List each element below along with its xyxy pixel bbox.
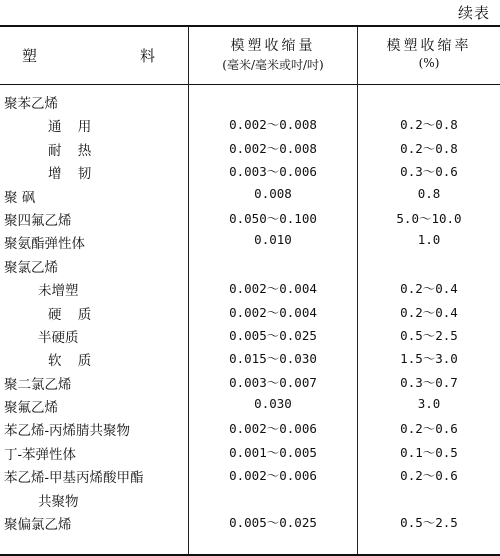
row-shrink-rate: 5.0～10.0 — [396, 210, 462, 226]
row-shrink-rate: 3.0 — [417, 396, 441, 412]
row-shrink-amount: 0.005～0.025 — [229, 327, 317, 343]
row-name: 通 用 — [48, 119, 98, 136]
row-shrink-amount: 0.002～0.004 — [229, 281, 317, 297]
row-shrink-rate: 0.2～0.4 — [400, 304, 458, 320]
row-shrink-amount: 0.030 — [254, 396, 292, 412]
header-shrink-amount-unit: (毫米/毫米或吋/吋) — [222, 58, 324, 72]
table-row — [0, 230, 500, 253]
table-row — [0, 137, 500, 160]
row-shrink-rate: 0.2～0.8 — [400, 140, 458, 156]
row-shrink-amount: 0.008 — [254, 185, 292, 201]
table-row — [0, 207, 500, 230]
table-row — [0, 347, 500, 370]
row-name: 聚四氟乙烯 — [4, 212, 72, 229]
row-name: 丁-苯弹性体 — [4, 446, 77, 463]
row-shrink-amount: 0.002～0.006 — [229, 421, 317, 437]
row-shrink-rate: 0.2～0.8 — [400, 117, 458, 133]
row-name: 聚氯乙烯 — [4, 259, 58, 276]
row-name: 硬 质 — [48, 306, 98, 323]
table-row — [0, 90, 500, 113]
table-row — [0, 441, 500, 464]
row-shrink-amount: 0.050～0.100 — [229, 210, 317, 226]
row-name: 聚氨酯弹性体 — [4, 236, 85, 253]
row-shrink-rate: 1.5～3.0 — [400, 351, 458, 367]
row-shrink-rate: 0.1～0.5 — [400, 444, 458, 460]
row-shrink-amount: 0.002～0.006 — [229, 468, 317, 484]
row-shrink-rate: 0.5～2.5 — [400, 515, 458, 531]
continued-label: 续表 — [457, 4, 490, 22]
row-shrink-amount: 0.015～0.030 — [229, 351, 317, 367]
row-shrink-rate: 0.8 — [417, 185, 441, 201]
table-row — [0, 371, 500, 394]
table-body — [0, 90, 500, 534]
header-shrink-amount — [189, 27, 357, 84]
row-shrink-amount: 0.001～0.005 — [229, 444, 317, 460]
table-row — [0, 417, 500, 440]
row-name: 耐 热 — [48, 142, 98, 159]
table-row — [0, 277, 500, 300]
row-shrink-rate: 0.5～2.5 — [400, 327, 458, 343]
row-shrink-amount: 0.003～0.006 — [229, 164, 317, 180]
row-name: 聚偏氯乙烯 — [4, 517, 72, 534]
row-name: 增 韧 — [48, 166, 98, 183]
row-shrink-rate: 0.3～0.7 — [400, 374, 458, 390]
header-plastic-char-1: 塑 — [22, 47, 38, 65]
row-shrink-amount: 0.003～0.007 — [229, 374, 317, 390]
row-shrink-rate: 0.3～0.6 — [400, 164, 458, 180]
row-shrink-rate: 0.2～0.4 — [400, 281, 458, 297]
header-plastic-char-2: 料 — [140, 47, 156, 65]
table-row — [0, 254, 500, 277]
header-shrink-rate — [358, 27, 500, 84]
table-row — [0, 324, 500, 347]
row-name: 苯乙烯-甲基丙烯酸甲酯 — [4, 470, 144, 487]
header-shrink-rate-title: 模塑收缩率 — [386, 38, 472, 54]
row-name: 聚氟乙烯 — [4, 400, 58, 417]
header-plastic — [0, 27, 188, 84]
row-shrink-amount: 0.002～0.008 — [229, 117, 317, 133]
row-shrink-amount: 0.002～0.008 — [229, 140, 317, 156]
table-row — [0, 464, 500, 487]
row-shrink-rate: 0.2～0.6 — [400, 421, 458, 437]
header-rule — [0, 84, 500, 85]
row-name: 聚苯乙烯 — [4, 96, 58, 112]
row-shrink-amount: 0.005～0.025 — [229, 515, 317, 531]
header-shrink-rate-unit: (%) — [418, 56, 440, 70]
row-shrink-amount: 0.010 — [254, 232, 292, 248]
row-shrink-rate: 0.2～0.6 — [400, 468, 458, 484]
row-name: 聚二氯乙烯 — [4, 376, 72, 393]
table-row — [0, 488, 500, 511]
row-name: 聚 砜 — [4, 189, 36, 206]
row-name: 软 质 — [48, 353, 98, 370]
header-shrink-amount-title: 模塑收缩量 — [230, 38, 316, 54]
row-shrink-rate: 1.0 — [417, 232, 441, 248]
table-row — [0, 511, 500, 534]
table-row — [0, 160, 500, 183]
row-name: 未增塑 — [38, 283, 79, 300]
table-row — [0, 184, 500, 207]
table-row — [0, 301, 500, 324]
row-name: 苯乙烯-丙烯腈共聚物 — [4, 423, 131, 440]
row-name: 共聚物 — [38, 493, 79, 510]
table-row — [0, 394, 500, 417]
row-shrink-amount: 0.002～0.004 — [229, 304, 317, 320]
table-row — [0, 113, 500, 136]
row-name: 半硬质 — [38, 329, 79, 346]
